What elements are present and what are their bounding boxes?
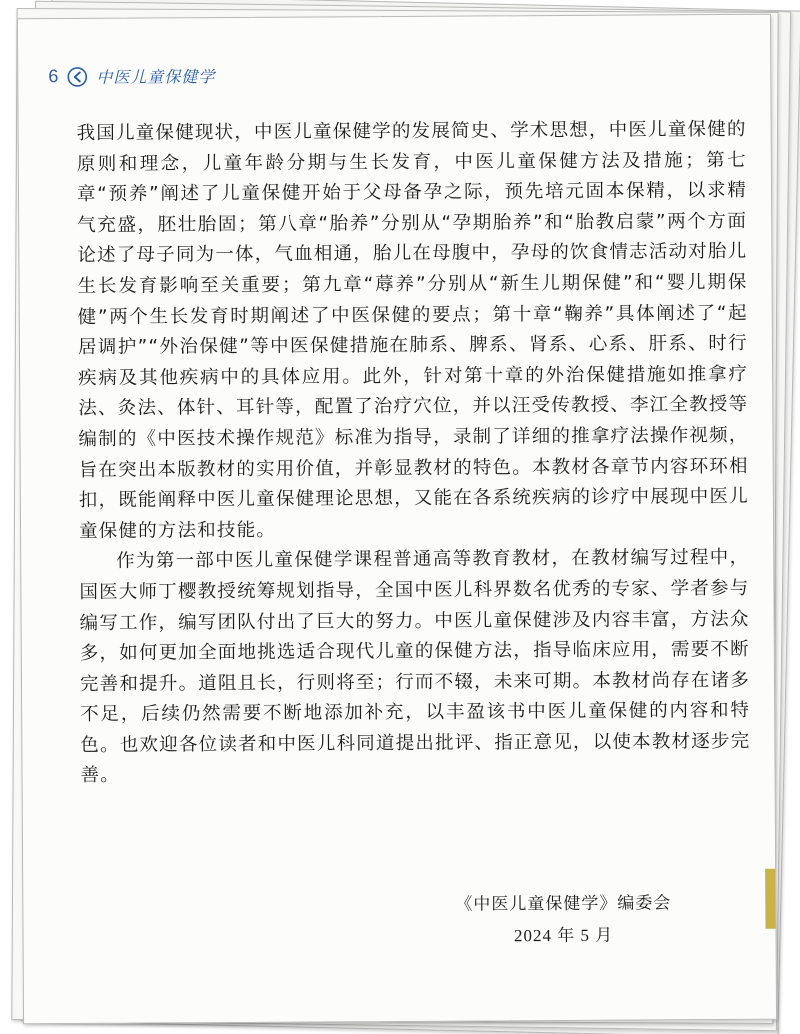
signature-block: [443, 887, 683, 952]
editorial-committee: 《中医儿童保健学》编委会: [455, 893, 672, 915]
page-body: [77, 115, 751, 792]
arrow-left-icon: [66, 65, 88, 87]
page-number: 6: [48, 66, 59, 87]
book-title: 中医儿童保健学: [96, 67, 216, 87]
paragraph: 我国儿童保健现状，中医儿童保健学的发展简史、学术思想，中医儿童保健的原则和理念，儿童年龄分期与生长发育，中医儿童保健方法及措施；第七章“预养”阐述了儿童保健开始于父母备孕之际，预先培元固本保精，以求精气充盛，胚壮胎固；第八章“胎养”分别从“孕期胎养”和“胎教启蒙”两个方面论述了母子同为一体，气血相通，胎儿在母腹中，孕母的饮食情志活动对胎儿生长发育影响至关重要；第九章“蓐养”分别从“新生儿期保健”和“婴儿期保健”两个生长发育时期阐述了中医保健的要点；第十章“鞠养”具体阐述了“起居调护”“外治保健”等中医保健措施在肺系、脾系、肾系、心系、肝系、时行疾病及其他疾病中的具体应用。此外，针对第十章的外治保健措施如推拿疗法、灸法、体针、耳针等，配置了治疗穴位，并以汪受传教授、李江全教授等编制的《中医技术操作规范》标准为指导，录制了详细的推拿疗法操作视频，旨在突出本版教材的实用价值，并彰显教材的特色。本教材各章节内容环环相扣，既能阐释中医儿童保健理论思想，又能在各系统疾病的诊疗中展现中医儿童保健的方法和技能。: [76, 118, 749, 542]
running-header: [48, 64, 215, 88]
paragraph: 作为第一部中医儿童保健学课程普通高等教育教材，在教材编写过程中，国医大师丁樱教授统筹规划指导，全国中医儿科界数名优秀的专家、学者参与编写工作，编写团队付出了巨大的努力。中医儿童保健涉及内容丰富，方法众多，如何更加全面地挑选适合现代儿童的保健方法，指导临床应用，需要不断完善和提升。道阻且长，行则将至；行而不辍，未来可期。本教材尚存在诸多不足，后续仍然需要不断地添加补充，以丰盈该书中医儿童保健的内容和特色。也欢迎各位读者和中医儿科同道提出批评、指正意见，以使本教材逐步完善。: [79, 547, 751, 787]
signature-date: 2024 年 5 月: [513, 925, 614, 946]
page-edge-accent: [765, 869, 775, 929]
book-page: [17, 14, 777, 1025]
